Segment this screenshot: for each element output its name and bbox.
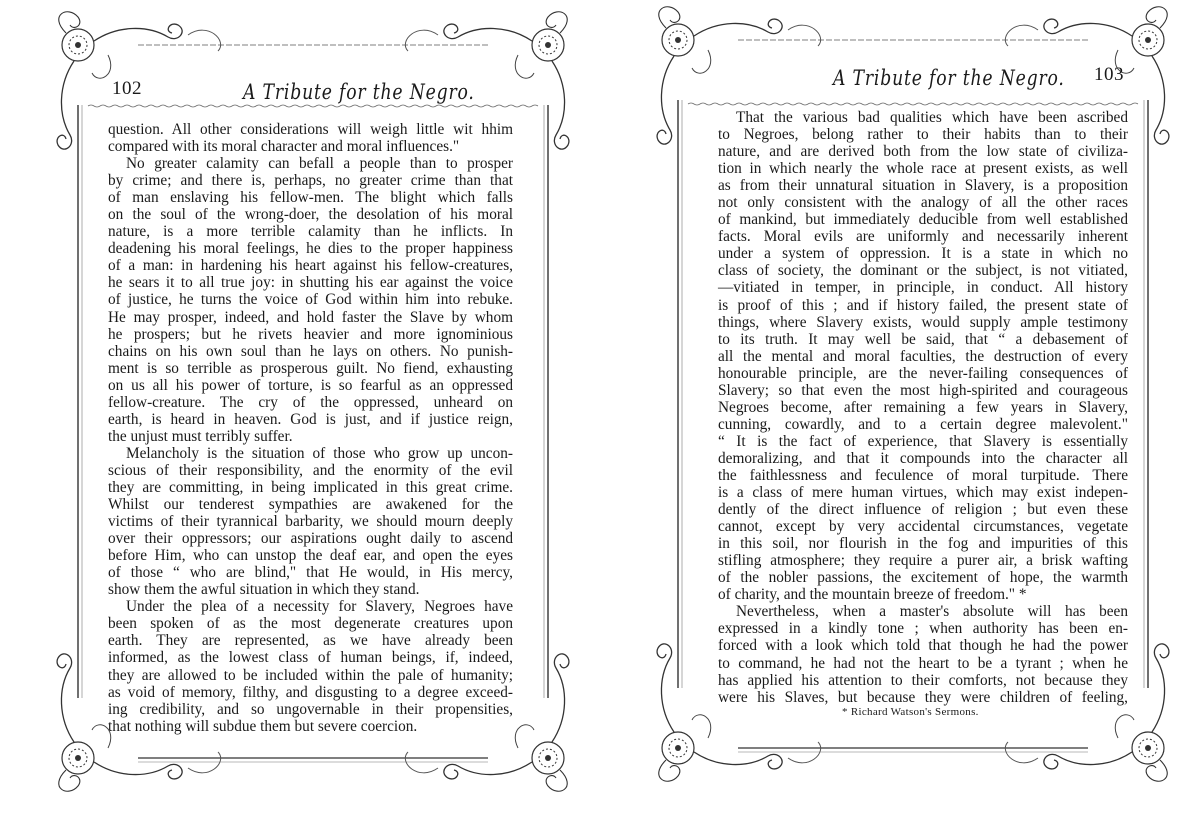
text-line: question. All other considerations will weigh little wit hhim [108,121,513,138]
text-line: they are committing, in being implicated in this great crime. [108,478,513,496]
text-line: before Him, who can unstop the deaf ear, and open the eyes [108,547,513,565]
header-rule [688,103,1138,105]
text-line: Whilst our tenderest sympathies are awakened for the [108,496,513,514]
text-line: of charity, and the mountain breeze of freedom." * [718,586,1027,604]
text-line: things, where Slavery exists, would supply ample testimony [718,313,1128,331]
text-line: he prospers; but he rivets heavier and more ignominious [108,325,513,343]
text-line: facts. Moral evils are uniformly and necessarily inherent [718,228,1128,246]
text-line: victims of their tyrannical barbarity, we should mourn deeply [108,513,513,531]
text-line: Nevertheless, when a master's absolute will has been [736,603,1128,621]
text-line: has applied his attention to their comforts, not because they [718,671,1128,689]
text-line: been spoken of as the most degenerate creatures upon [108,615,513,633]
text-line: —vitiated in temper, in principle, in conduct. All history [718,279,1128,297]
text-line: Negroes become, after remaining a few years in Slavery, [718,398,1128,416]
text-line: not only consistent with the analogy of all the other races [718,194,1128,212]
text-line: on the soul of the wrong-doer, the desolation of his moral [108,206,513,224]
text-line: as from their unnatural situation in Slavery, is a proposition [718,177,1128,195]
text-line: cunning, cowardly, and to a certain degree malevolent." [718,415,1128,433]
footnote: * Richard Watson's Sermons. [842,706,979,718]
text-line: under a system of oppression. It is a state in which no [718,245,1128,263]
text-line: “ It is the fact of experience, that Slavery is essentially [718,432,1128,450]
page-body-text [108,121,513,735]
text-line: Melancholy is the situation of those who grow up uncon- [126,444,513,462]
text-line: fellow-creature. The cry of the oppressed, unheard on [108,393,513,411]
text-line: That the various bad qualities which have been ascribed [736,109,1128,126]
text-line: by crime; and there is, perhaps, no greater crime than that [108,172,513,190]
text-line: of the nobler passions, the excitement of hope, the warmth [718,569,1128,587]
text-line: of mankind, but immediately deducible from well established [718,211,1128,229]
text-line: ment is so terrible as prosperous guilt. No fiend, exhausting [108,359,513,377]
text-line: of man enslaving his fellow-men. The blight which falls [108,189,513,207]
text-line: nature, and are derived both from the low state of civiliza- [718,143,1128,161]
text-line: No greater calamity can befall a people than to prosper [126,155,513,173]
text-line: show them the awful situation in which they stand. [108,581,420,599]
running-head: A Tribute for the Negro. [243,80,475,104]
text-line: all the mental and moral faculties, the destruction of every [718,347,1128,365]
text-line: is a class of mere human virtues, which may exist indepen- [718,484,1128,502]
text-line: the faithlessness and feculence of moral turpitude. There [718,466,1128,484]
text-line: deadening his moral feelings, he dies to the proper happiness [108,240,513,258]
text-line: ing credibility, and so ungovernable in their propensities, [108,700,513,718]
text-line: demoralizing, and that it compounds into the character all [718,449,1128,467]
text-line: He may prosper, indeed, and hold faster the Slave by whom [108,308,513,326]
text-line: cannot, except by very accidental circumstances, vegetate [718,518,1128,536]
text-line: earth. They are represented, as we have already been [108,632,513,650]
text-line: scious of their responsibility, and the enormity of the evil [108,461,513,479]
text-line: compared with its moral character and moral influences." [108,138,460,156]
right-page [600,0,1200,816]
text-line: forced with a look which told that though he had the power [718,637,1128,655]
page-number: 103 [1094,64,1124,85]
text-line: the unjust must terribly suffer. [108,427,293,445]
text-line: to command, he had not the heart to be a tyrant ; when he [718,654,1128,672]
text-line: to Negroes, belong rather to their habits than to their [718,126,1128,144]
text-line: chains on his own soul than he lays on others. No punish- [108,342,513,360]
text-line: that nothing will subdue them but severe coercion. [108,717,418,735]
text-line: nature, is a more terrible calamity than he inflicts. In [108,223,513,241]
text-line: is proof of this ; and if history failed, the present state of [718,296,1128,314]
text-line: honourable principle, are the never-failing consequences of [718,364,1128,382]
text-line: informed, as the lowest class of human beings, if, indeed, [108,649,513,667]
text-line: they are allowed to be included within the pale of humanity; [108,666,513,684]
text-line: Slavery; so that even the most high-spirited and courageous [718,381,1128,399]
text-line: dently of the direct influence of religion ; but even these [718,501,1128,519]
page-body-text [718,109,1128,706]
page-number: 102 [112,78,142,99]
text-line: stifling atmosphere; they require a purer air, a brisk wafting [718,552,1128,570]
text-line: Under the plea of a necessity for Slavery, Negroes have [126,598,513,616]
text-line: were his Slaves, but because they were children of feeling, [718,688,1128,706]
text-line: tion in which nearly the whole race at present exists, as well [718,160,1128,178]
text-line: on us all his power of torture, is so fearful as an oppressed [108,376,513,394]
text-line: expressed in a kindly tone ; when authority has been en- [718,620,1128,638]
header-rule [88,105,538,107]
text-line: earth, is heard in heaven. God is just, and if justice reign, [108,410,513,428]
text-line: of a man: in hardening his heart against his fellow-creatures, [108,257,513,275]
text-line: over their oppressors; our aspirations ought daily to ascend [108,530,513,548]
text-line: of those “ who are blind," that He would, in His mercy, [108,564,513,582]
text-line: in this soil, nor flourish in the fog and impurities of this [718,535,1128,553]
text-line: of justice, he turns the voice of God within him into rebuke. [108,291,513,309]
running-head: A Tribute for the Negro. [833,66,1065,90]
text-line: he sears it to all true joy: in shutting his ear against the voice [108,274,513,292]
text-line: as void of memory, filthy, and disgusting to a degree exceed- [108,683,513,701]
text-line: class of society, the dominant or the subject, is not vitiated, [718,262,1128,280]
text-line: to its truth. It may well be said, that “ a debasement of [718,330,1128,348]
